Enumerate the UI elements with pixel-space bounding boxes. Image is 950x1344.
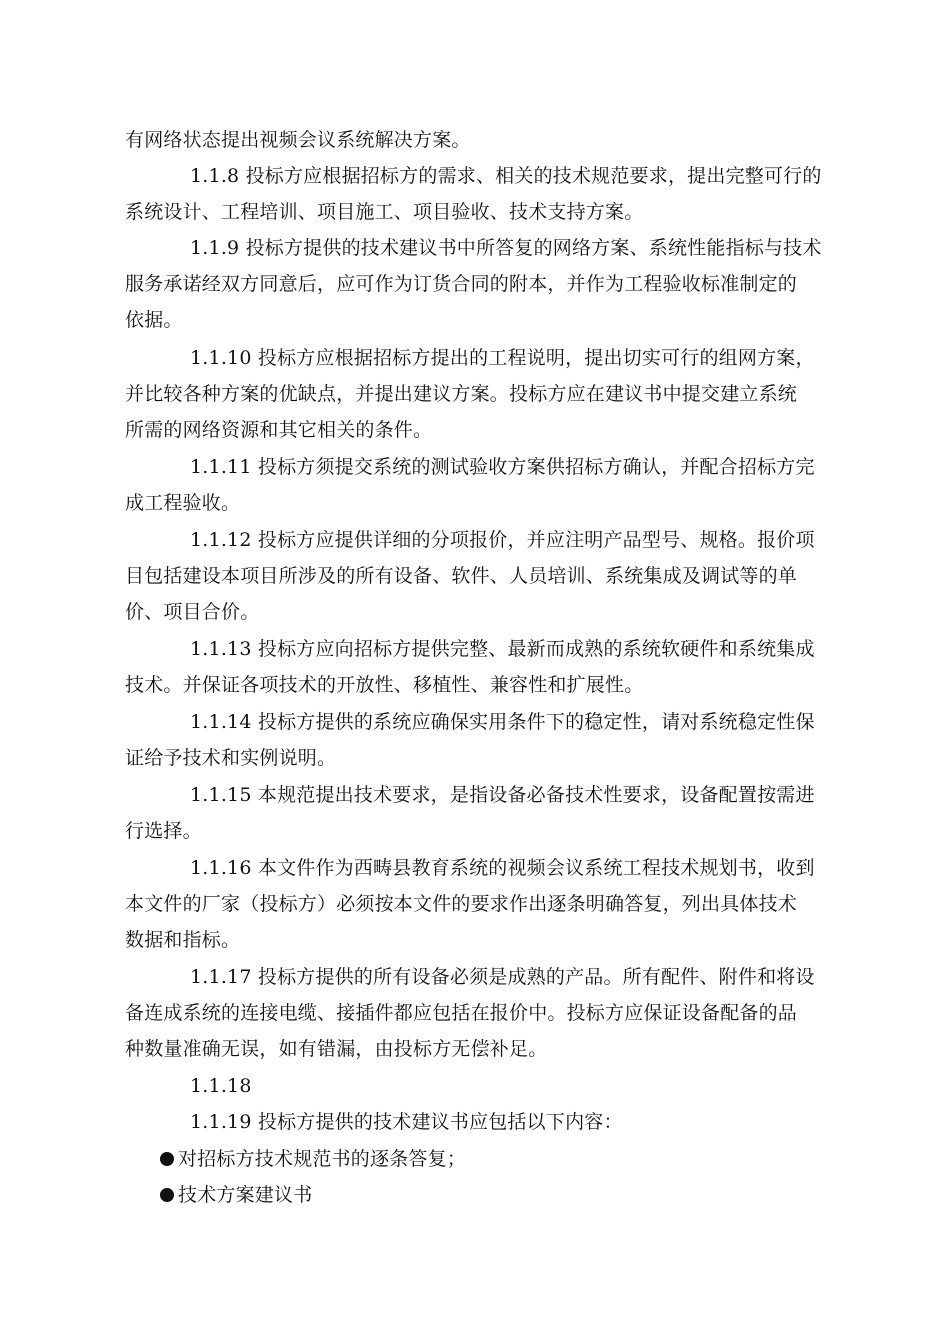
text-line: 价、项目合价。 — [125, 601, 260, 623]
clause-1-1-16: 1.1.16 本文件作为西畴县教育系统的视频会议系统工程技术规划书，收到 — [190, 857, 815, 879]
text-line: 系统设计、工程培训、项目施工、项目验收、技术支持方案。 — [125, 201, 644, 223]
text-line: 行选择。 — [125, 820, 202, 842]
bullet-text: 对招标方技术规范书的逐条答复； — [178, 1148, 467, 1170]
clause-1-1-13: 1.1.13 投标方应向招标方提供完整、最新而成熟的系统软硬件和系统集成 — [190, 638, 815, 660]
bullet-item — [160, 1183, 312, 1207]
text-line: 种数量准确无误，如有错漏，由投标方无偿补足。 — [125, 1038, 548, 1060]
text-line: 依据。 — [125, 309, 183, 331]
clause-1-1-18: 1.1.18 — [190, 1075, 252, 1097]
clause-1-1-9: 1.1.9 投标方提供的技术建议书中所答复的网络方案、系统性能指标与技术 — [190, 237, 822, 259]
clause-1-1-19: 1.1.19 投标方提供的技术建议书应包括以下内容： — [190, 1111, 623, 1133]
text-line: 有网络状态提出视频会议系统解决方案。 — [125, 129, 471, 151]
clause-1-1-17: 1.1.17 投标方提供的所有设备必须是成熟的产品。所有配件、附件和将设 — [190, 966, 815, 988]
text-line: 所需的网络资源和其它相关的条件。 — [125, 419, 433, 441]
bullet-text: 技术方案建议书 — [178, 1184, 313, 1206]
text-line: 证给予技术和实例说明。 — [125, 747, 337, 769]
bullet-dot-icon — [160, 1152, 174, 1166]
clause-1-1-14: 1.1.14 投标方提供的系统应确保实用条件下的稳定性，请对系统稳定性保 — [190, 711, 815, 733]
text-line: 数据和指标。 — [125, 929, 241, 951]
text-line: 备连成系统的连接电缆、接插件都应包括在报价中。投标方应保证设备配备的品 — [125, 1002, 798, 1024]
text-line: 技术。并保证各项技术的开放性、移植性、兼容性和扩展性。 — [125, 674, 644, 696]
text-line: 成工程验收。 — [125, 492, 241, 514]
bullet-dot-icon — [160, 1188, 174, 1202]
text-line: 目包括建设本项目所涉及的所有设备、软件、人员培训、系统集成及调试等的单 — [125, 565, 798, 587]
text-line: 并比较各种方案的优缺点，并提出建议方案。投标方应在建议书中提交建立系统 — [125, 383, 798, 405]
clause-1-1-12: 1.1.12 投标方应提供详细的分项报价，并应注明产品型号、规格。报价项 — [190, 529, 815, 551]
clause-1-1-10: 1.1.10 投标方应根据招标方提出的工程说明，提出切实可行的组网方案， — [190, 347, 815, 369]
clause-1-1-15: 1.1.15 本规范提出技术要求，是指设备必备技术性要求，设备配置按需进 — [190, 784, 815, 806]
clause-1-1-11: 1.1.11 投标方须提交系统的测试验收方案供招标方确认，并配合招标方完 — [190, 456, 815, 478]
clause-1-1-8: 1.1.8 投标方应根据招标方的需求、相关的技术规范要求，提出完整可行的 — [190, 165, 822, 187]
bullet-item — [160, 1147, 466, 1171]
text-line: 本文件的厂家（投标方）必须按本文件的要求作出逐条明确答复，列出具体技术 — [125, 893, 798, 915]
text-line: 服务承诺经双方同意后，应可作为订货合同的附本，并作为工程验收标准制定的 — [125, 273, 798, 295]
